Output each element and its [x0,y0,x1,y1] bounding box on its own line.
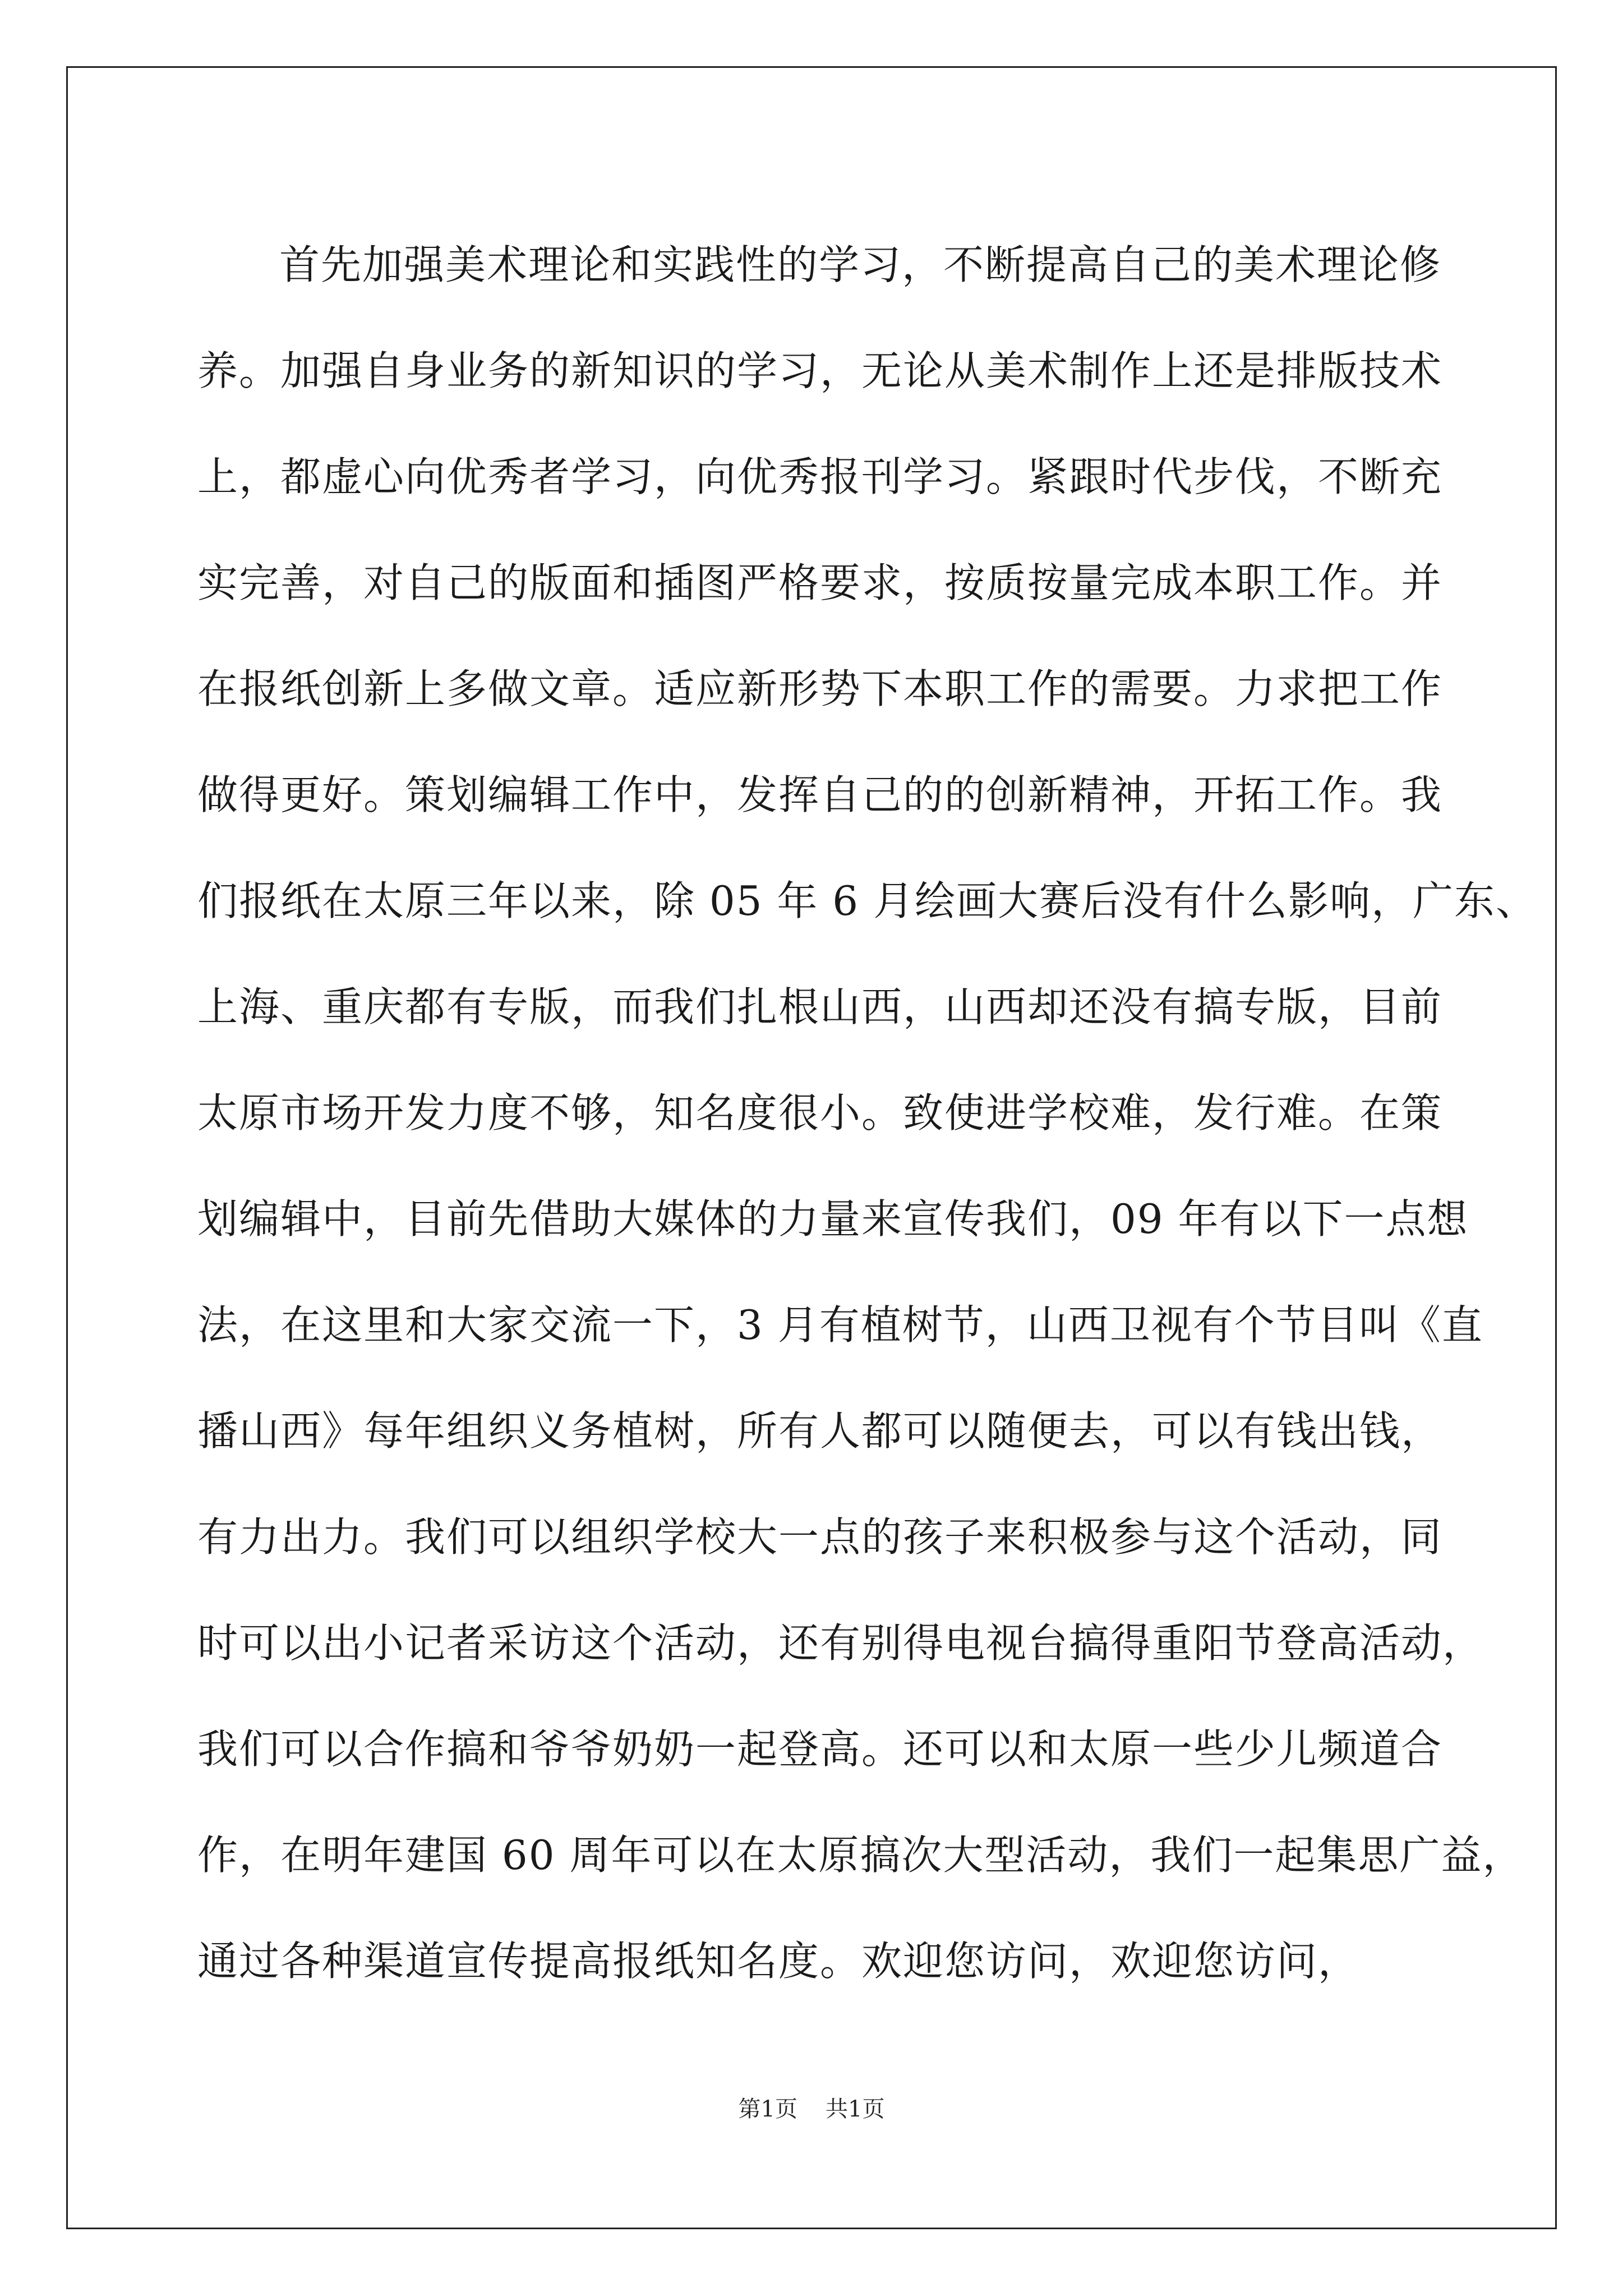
text-line: 在报纸创新上多做文章。适应新形势下本职工作的需要。力求把工作 [197,665,1443,712]
page-footer [0,2091,1623,2123]
text-line: 上海、重庆都有专版，而我们扎根山西，山西却还没有搞专版，目前 [197,983,1443,1030]
text-line: 养。加强自身业务的新知识的学习，无论从美术制作上还是排版技术 [197,347,1443,394]
text-line: 首先加强美术理论和实践性的学习，不断提高自己的美术理论修 [279,241,1442,288]
text-line: 法，在这里和大家交流一下，3 月有植树节，山西卫视有个节目叫《直 [197,1301,1483,1349]
text-line: 们报纸在太原三年以来，除 05 年 6 月绘画大赛后没有什么影响，广东、 [197,877,1537,924]
text-line: 我们可以合作搞和爷爷奶奶一起登高。还可以和太原一些少儿频道合 [197,1726,1443,1773]
document-body [197,212,1537,2014]
page-total: 共1页 [826,2096,885,2122]
text-line: 太原市场开发力度不够，知名度很小。致使进学校难，发行难。在策 [197,1089,1443,1137]
text-line: 实完善，对自己的版面和插图严格要求，按质按量完成本职工作。并 [197,559,1443,606]
text-line: 上，都虚心向优秀者学习，向优秀报刊学习。紧跟时代步伐，不断充 [197,453,1443,500]
text-line: 播山西》每年组织义务植树，所有人都可以随便去，可以有钱出钱， [197,1407,1443,1455]
page-number: 第1页 [738,2096,797,2122]
text-line: 作，在明年建国 60 周年可以在太原搞次大型活动，我们一起集思广益， [197,1832,1524,1879]
text-line: 时可以出小记者采访这个活动，还有别得电视台搞得重阳节登高活动， [197,1619,1484,1667]
text-line: 做得更好。策划编辑工作中，发挥自己的的创新精神，开拓工作。我 [197,771,1443,818]
text-line: 通过各种渠道宣传提高报纸知名度。欢迎您访问，欢迎您访问， [197,1938,1360,1985]
text-line: 有力出力。我们可以组织学校大一点的孩子来积极参与这个活动，同 [197,1513,1443,1561]
text-line: 划编辑中，目前先借助大媒体的力量来宣传我们，09 年有以下一点想 [197,1195,1469,1243]
